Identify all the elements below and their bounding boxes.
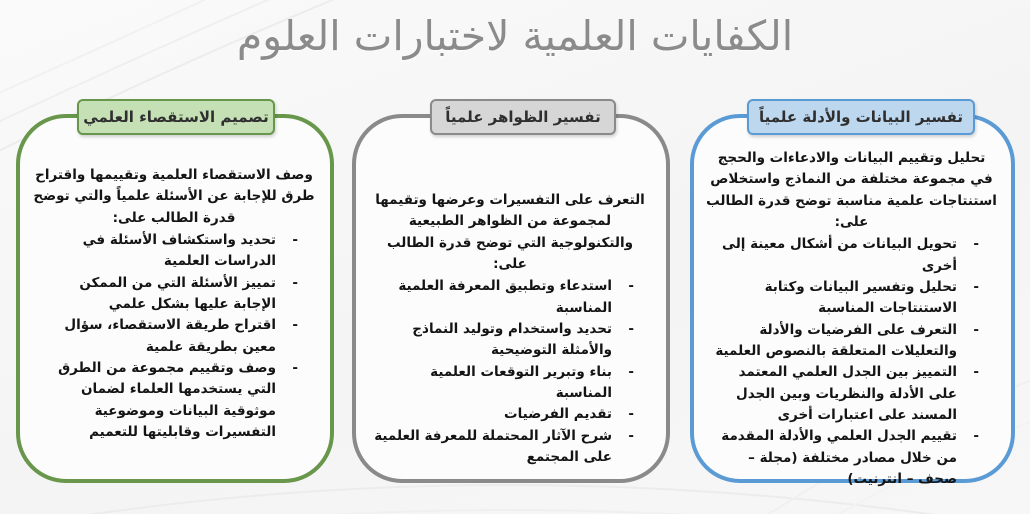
bullet-item: - وصف وتقييم مجموعة من الطرق التي يستخدمها العلماء لضمان موثوقية البيانات وموضوعية التفسيرات وقابليتها للتعميم [34,358,302,443]
panel-intro: تحليل وتقييم البيانات والادعاءات والحجج في مجموعة مختلفة من النماذج واستخلاص استنتاجات علمية مناسبة توضح قدرة الطالب على: [706,150,997,230]
panel-explain-phenomena [352,108,670,483]
bullet-item: - تحديد واستكشاف الأسئلة في الدراسات العلمية [34,230,302,273]
bullet-item: - تحويل البيانات من أشكال معينة إلى أخرى [708,234,983,277]
bullet-item: - تقييم الجدل العلمي والأدلة المقدمة من خلال مصادر مختلفة (مجلة – صحف – انترنيت) [708,426,983,490]
panel-content [356,118,666,468]
bullet-item: - تحديد واستخدام وتوليد النماذج والأمثلة التوضيحية [370,319,638,362]
bullet-item: - بناء وتبرير التوقعات العلمية المناسبة [370,362,638,405]
panel-intro: وصف الاستقصاء العلمية وتقييمها واقتراح طرق للإجابة عن الأسئلة علمياً والتي توضح قدرة الطالب على: [33,167,315,226]
bullet-list [706,234,997,490]
panel-header-scientific-inquiry-design: تصميم الاستقصاء العلمي [77,99,275,135]
bullet-item: - شرح الآثار المحتملة للمعرفة العلمية على المجتمع [370,426,638,469]
panel-content [20,118,330,443]
bullet-item: - اقتراح طريقة الاستقصاء، سؤال معين بطريقة علمية [34,315,302,358]
panel-intro: التعرف على التفسيرات وعرضها وتقيمها لمجموعة من الظواهر الطبيعية والتكنولوجية التي توضح قدرة الطالب على: [375,192,645,272]
slide-title: الكفايات العلمية لاختبارات العلوم [236,12,794,60]
panel-header-explain-phenomena: تفسير الظواهر علمياً [430,99,616,135]
bullet-item: - التمييز بين الجدل العلمي المعتمد على الأدلة والنظريات وبين الجدل المسند على اعتبارات أخرى [708,362,983,426]
bullet-item: - التعرف على الفرضيات والأدلة والتعليلات المتعلقة بالنصوص العلمية [708,320,983,363]
panel-interpret-data-evidence [690,108,1015,487]
panel-header-interpret-data-evidence: تفسير البيانات والأدلة علمياً [747,99,975,135]
bullet-item: - تقديم الفرضيات [370,404,638,425]
bullet-list [368,276,652,468]
bullet-list [32,230,316,443]
panel-content [694,118,1011,490]
panel-scientific-inquiry-design [16,108,334,483]
bullet-item: - تمييز الأسئلة التي من الممكن الإجابة عليها بشكل علمي [34,273,302,316]
bullet-item: - تحليل وتفسير البيانات وكتابة الاستنتاجات المناسبة [708,277,983,320]
bullet-item: - استدعاء وتطبيق المعرفة العلمية المناسبة [370,276,638,319]
